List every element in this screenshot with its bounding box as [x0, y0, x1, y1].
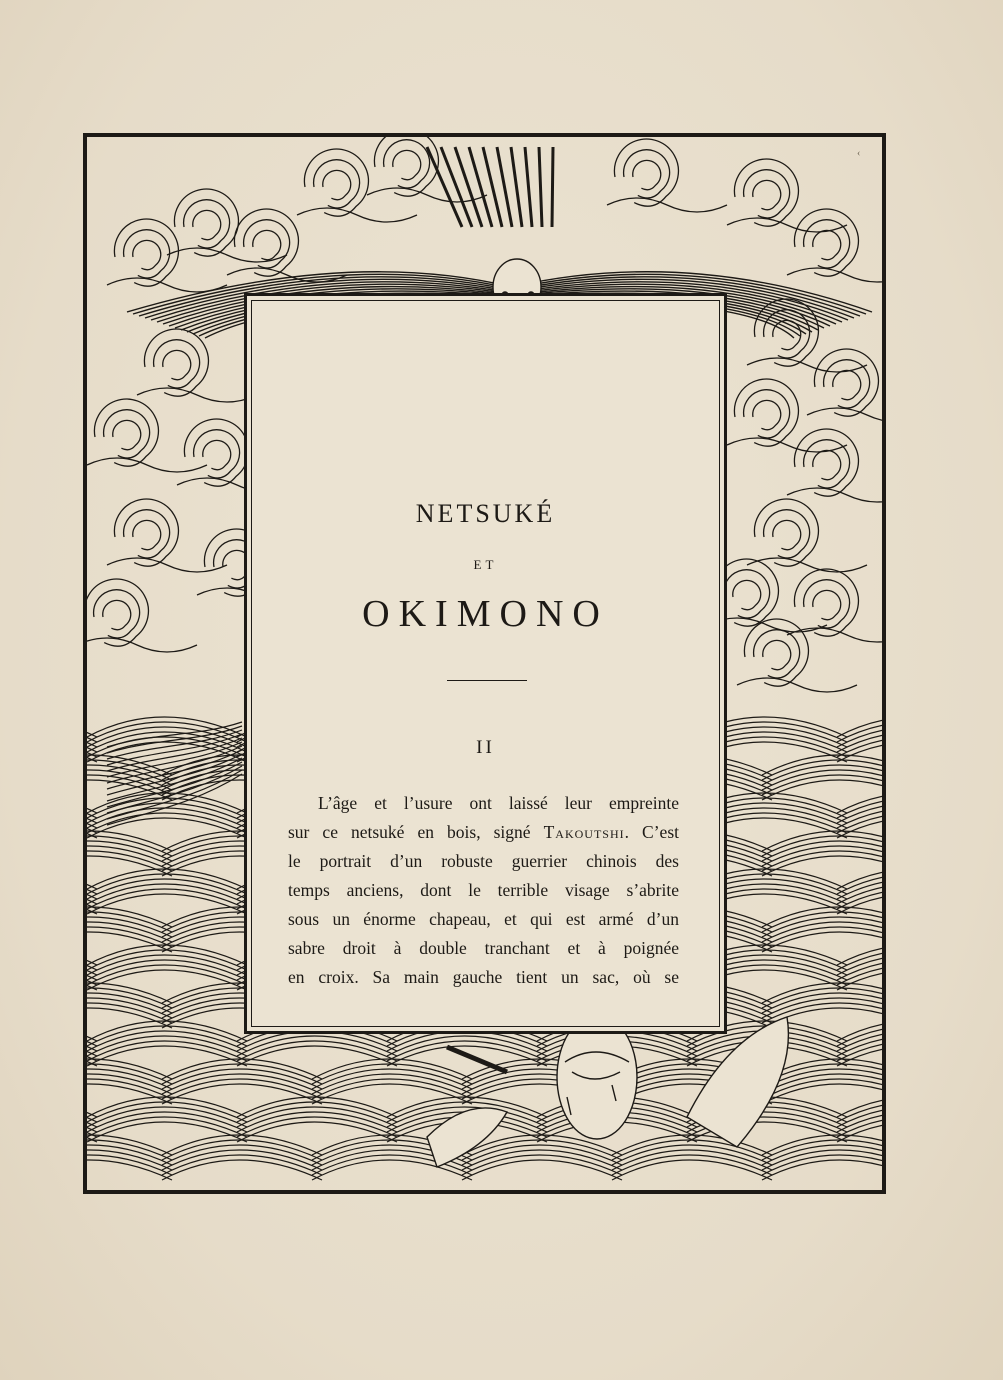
turtle-illustration [427, 1015, 788, 1167]
corner-mark: ‹ [857, 148, 861, 159]
text-panel [244, 293, 727, 1034]
text-line: sabre droit à double tranchant et à poignée [288, 938, 679, 958]
text-fragment: . C’est [624, 822, 679, 842]
body-paragraph [288, 789, 679, 992]
artist-name: Takoutshi [543, 822, 625, 842]
title-conjunction: ET [473, 557, 498, 572]
text-line: sous un énorme chapeau, et qui est armé d’un [288, 909, 679, 929]
chapter-number: II [476, 737, 495, 758]
text-line: en croix. Sa main gauche tient un sac, où se [288, 967, 679, 987]
text-line: temps anciens, dont le terrible visage s’abrite [288, 880, 679, 900]
divider [447, 680, 527, 681]
text-fragment: sur ce netsuké en bois, signé [288, 822, 544, 842]
text-line [288, 818, 679, 847]
text-line: le portrait d’un robuste guerrier chinois des [288, 851, 679, 871]
page-title: NETSUKÉ [415, 499, 556, 528]
text-line: L’âge et l’usure ont laissé leur empreinte [318, 793, 679, 813]
page-subtitle: OKIMONO [362, 593, 609, 635]
